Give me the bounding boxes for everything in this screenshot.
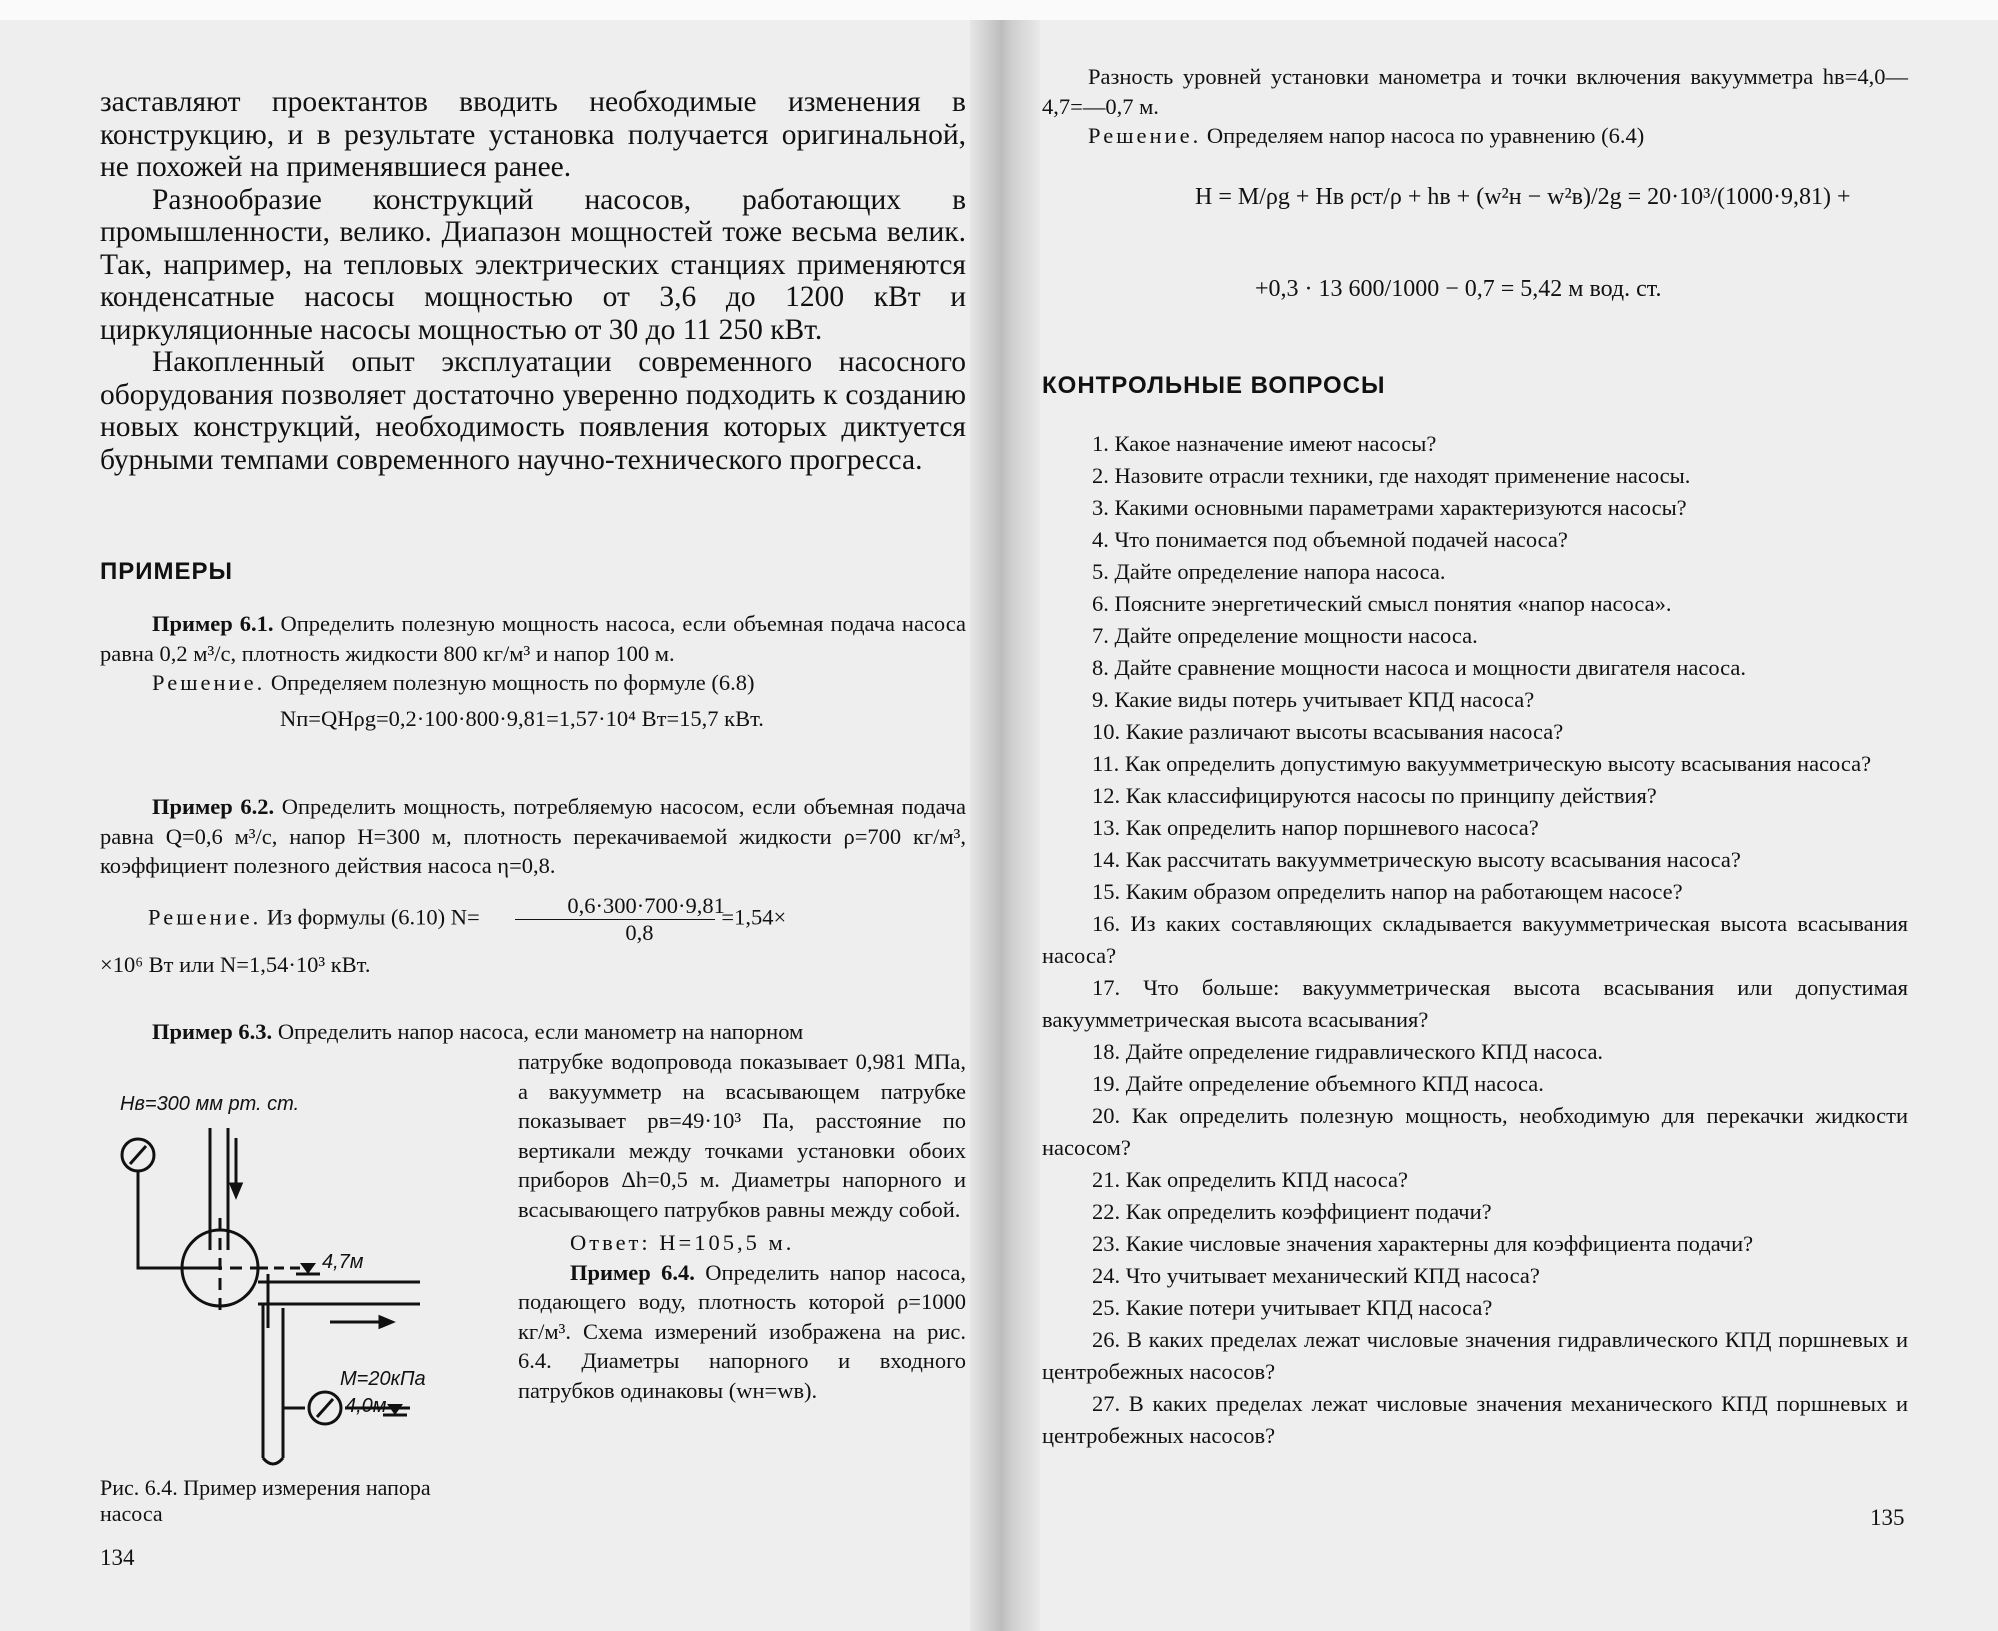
question-item: 19. Дайте определение объемного КПД насоса.	[1092, 1071, 1544, 1096]
solution-text: Из формулы (6.10) N=	[261, 904, 480, 930]
intro-text	[100, 86, 966, 476]
question-item: 11. Как определить допустимую вакуумметрическую высоту всасывания насоса?	[1092, 751, 1872, 776]
example-6-2	[100, 792, 966, 979]
question-item: 6. Поясните энергетический смысл понятия «напор насоса».	[1092, 591, 1672, 616]
intro-paragraph-3: Накопленный опыт эксплуатации современного насосного оборудования позволяет достаточно уверенно подходить к созданию новых конструкций, необходимость появления которых диктуется бурными темпами современного научно-технического прогресса.	[100, 346, 966, 476]
questions-heading: КОНТРОЛЬНЫЕ ВОПРОСЫ	[1042, 372, 1386, 399]
question-item: 27. В каких пределах лежат числовые значения механического КПД поршневых и центробежных насосов?	[1042, 1391, 1908, 1448]
example-6-3-first-line	[100, 1017, 966, 1047]
solution-6-2	[100, 893, 966, 946]
intro-paragraph-1: заставляют проектантов вводить необходимые изменения в конструкцию, и в результате установка получается оригинальной, не похожей на применявшиеся ранее.	[100, 86, 966, 183]
example-text: Определить полезную мощность насоса, если объемная подача насоса равна 0,2 м³/с, плотность жидкости 800 кг/м³ и напор 100 м.	[100, 611, 966, 666]
manometer-label: M=20кПа	[340, 1368, 426, 1390]
page-number-left: 134	[100, 1545, 135, 1570]
formula-continuation: ×10⁶ Вт или N=1,54·10³ кВт.	[100, 951, 371, 977]
question-item: 18. Дайте определение гидравлического КПД насоса.	[1092, 1039, 1604, 1064]
question-item: 22. Как определить коэффициент подачи?	[1092, 1199, 1492, 1224]
example-label: Пример 6.2.	[152, 794, 275, 819]
question-item: 5. Дайте определение напора насоса.	[1092, 559, 1446, 584]
solution-label: Решение.	[152, 670, 266, 695]
example-label: Пример 6.4.	[570, 1259, 695, 1285]
formula-6-1: Nп=QHρg=0,2·100·800·9,81=1,57·10⁴ Вт=15,7 кВт.	[280, 705, 764, 731]
examples-heading: ПРИМЕРЫ	[100, 558, 234, 585]
question-item: 26. В каких пределах лежат числовые значения гидравлического КПД поршневых и центробежных насосов?	[1042, 1327, 1908, 1384]
question-item: 16. Из каких составляющих складывается вакуумметрическая высота всасывания насоса?	[1042, 911, 1908, 968]
example-text-wrapped: патрубке водопровода показывает 0,981 МПа, а вакуумметр на всасывающем патрубке показывает pв=49·10³ Па, расстояние по вертикали между точками установки обоих приборов Δh=0,5 м. Диаметры напорного и всасывающего патрубков равны между собой.	[518, 1049, 966, 1222]
solution-label: Решение.	[1088, 123, 1202, 148]
answer-6-3: Ответ: H=105,5 м.	[570, 1230, 795, 1255]
intro-paragraph-2: Разнообразие конструкций насосов, работающих в промышленности, велико. Диапазон мощностей тоже весьма велик. Так, например, на тепловых электрических станциях применяются конденсатные насосы мощностью от 3,6 до 1200 кВт и циркуляционные насосы мощностью от 30 до 11 250 кВт.	[100, 183, 966, 346]
question-item: 7. Дайте определение мощности насоса.	[1092, 623, 1478, 648]
question-item: 24. Что учитывает механический КПД насоса?	[1092, 1263, 1540, 1288]
page-number-right: 135	[1870, 1505, 1905, 1530]
question-item: 20. Как определить полезную мощность, необходимую для перекачки жидкости насосом?	[1042, 1103, 1908, 1160]
fraction-numerator: 0,6·300·700·9,81	[515, 893, 715, 920]
question-item: 1. Какое назначение имеют насосы?	[1092, 431, 1437, 456]
question-item: 12. Как классифицируются насосы по принципу действия?	[1092, 783, 1657, 808]
question-item: 3. Какими основными параметрами характеризуются насосы?	[1092, 495, 1687, 520]
question-item: 9. Какие виды потерь учитывает КПД насоса?	[1092, 687, 1535, 712]
solution-label: Решение.	[148, 904, 262, 930]
solution-text: Определяем напор насоса по уравнению (6.4)	[1201, 123, 1645, 148]
question-item: 13. Как определить напор поршневого насоса?	[1092, 815, 1539, 840]
example-6-1	[100, 609, 966, 733]
example-text: Определить мощность, потребляемую насосом, если объемная подача равна Q=0,6 м³/с, напор H=300 м, плотность перекачиваемой жидкости ρ=700 кг/м³, коэффициент полезного действия насоса η=0,8.	[100, 794, 966, 878]
question-item: 14. Как рассчитать вакуумметрическую высоту всасывания насоса?	[1092, 847, 1741, 872]
example-label: Пример 6.1.	[152, 611, 274, 636]
example-6-4-continued	[1042, 62, 1908, 151]
formula-line-1: H = M/ρg + Hв ρст/ρ + hв + (w²н − w²в)/2g = 20·10³/(1000·9,81) +	[1195, 184, 1851, 210]
figure-6-4	[100, 1068, 500, 1468]
question-item: 17. Что больше: вакуумметрическая высота всасывания или допустимая вакуумметрическая высота всасывания?	[1042, 975, 1908, 1032]
question-item: 4. Что понимается под объемной подачей насоса?	[1092, 527, 1568, 552]
fraction-denominator: 0,8	[625, 919, 654, 945]
formula-fraction	[515, 892, 725, 946]
level-label-1: 4,7м	[322, 1251, 364, 1273]
solution-text: Определяем полезную мощность по формуле (6.8)	[265, 670, 755, 695]
example-text: Определить напор насоса, если манометр на напорном	[272, 1019, 804, 1044]
scan-top-margin	[0, 0, 1998, 20]
question-item: 15. Каким образом определить напор на работающем насосе?	[1092, 879, 1683, 904]
book-gutter	[970, 20, 1040, 1631]
ex4-continuation: Разность уровней установки манометра и точки включения вакуумметра hв=4,0—4,7=—0,7 м.	[1042, 64, 1908, 119]
example-label: Пример 6.3.	[152, 1019, 273, 1044]
question-item: 10. Какие различают высоты всасывания насоса?	[1092, 719, 1564, 744]
question-item: 23. Какие числовые значения характерны для коэффициента подачи?	[1092, 1231, 1754, 1256]
question-item: 8. Дайте сравнение мощности насоса и мощности двигателя насоса.	[1092, 655, 1747, 680]
formula-line-2: +0,3 · 13 600/1000 − 0,7 = 5,42 м вод. ст.	[1255, 276, 1662, 302]
question-item: 25. Какие потери учитывает КПД насоса?	[1092, 1295, 1493, 1320]
figure-caption: Рис. 6.4. Пример измерения напора насоса	[100, 1475, 431, 1526]
questions-list	[1042, 428, 1908, 1452]
level-label-2: 4,0м	[345, 1395, 387, 1417]
vacuum-label: Hв=300 мм рт. ст.	[120, 1093, 300, 1115]
question-item: 2. Назовите отрасли техники, где находят применение насосы.	[1092, 463, 1691, 488]
example-text: Определить напор насоса, подающего воду, плотность которой ρ=1000 кг/м³. Схема измерений изображена на рис. 6.4. Диаметры напорного и входного патрубков одинаковы (wн=wв).	[518, 1259, 966, 1403]
example-6-3-body	[518, 1047, 966, 1405]
formula-tail: =1,54×	[721, 904, 787, 930]
question-item: 21. Как определить КПД насоса?	[1092, 1167, 1408, 1192]
